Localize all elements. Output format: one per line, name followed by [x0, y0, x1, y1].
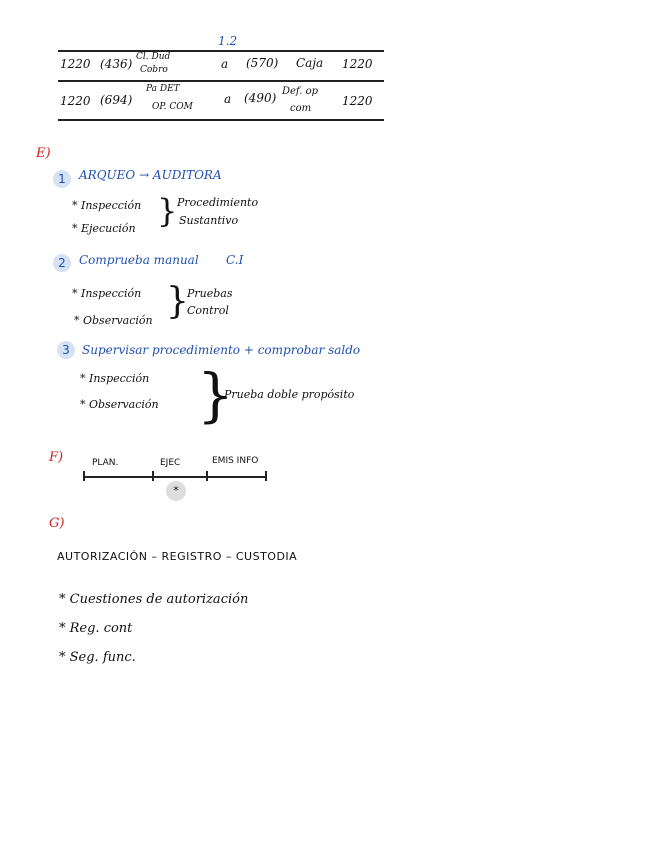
item-3-number-badge: 3 [57, 341, 75, 359]
item-1-brace-text-1: Procedimiento [177, 196, 259, 209]
item-2-bullet-2: * Observación [74, 314, 153, 327]
item-2-number-badge: 2 [53, 254, 71, 272]
credit-name-line1: Def. op [282, 86, 319, 97]
table-middle-rule [58, 80, 384, 82]
item-2-title-suffix: C.I [226, 253, 244, 267]
timeline-label-plan: PLAN. [92, 458, 119, 468]
item-3-bullet-1: * Inspección [80, 372, 150, 385]
table-bottom-rule [58, 119, 384, 121]
credit-name: Caja [296, 56, 324, 70]
item-1-bullet-1: * Inspección [72, 199, 142, 212]
separator-a: a [224, 92, 232, 106]
item-3-brace-text: Prueba doble propósito [224, 388, 355, 401]
item-1-bullet-2: * Ejecución [72, 222, 136, 235]
debit-name-line2: OP. COM [152, 102, 193, 112]
debit-name-line1: Pa DET [146, 84, 180, 94]
debit-name-line2: Cobro [140, 65, 168, 75]
item-2-brace: } [166, 281, 189, 322]
item-1-title: ARQUEO → AUDITORA [79, 168, 222, 182]
section-g-letter: G) [49, 516, 65, 531]
page-number: 1.2 [218, 34, 238, 48]
timeline-line [83, 476, 267, 478]
timeline-tick [83, 471, 85, 481]
timeline-tick [152, 471, 154, 481]
credit-amount: 1220 [342, 57, 373, 71]
debit-amount: 1220 [60, 57, 91, 71]
debit-name-line1: Cl. Dud [136, 52, 171, 62]
debit-account: (694) [100, 93, 133, 107]
section-g-bullet-1: * Cuestiones de autorización [59, 592, 249, 607]
table-top-rule [58, 50, 384, 52]
credit-amount: 1220 [342, 94, 373, 108]
item-1-brace: } [157, 192, 178, 230]
timeline-marker: * [166, 481, 186, 501]
section-g-heading: AUTORIZACIÓN – REGISTRO – CUSTODIA [57, 550, 298, 563]
credit-account: (490) [244, 91, 277, 105]
separator-a: a [221, 57, 229, 71]
item-2-bullet-1: * Inspección [72, 287, 142, 300]
debit-amount: 1220 [60, 94, 91, 108]
item-3-title: Supervisar procedimiento + comprobar saldo [82, 343, 361, 357]
item-1-number-badge: 1 [53, 170, 71, 188]
credit-name-line2: com [290, 103, 312, 114]
timeline-tick [265, 471, 267, 481]
section-f-letter: F) [49, 450, 64, 465]
timeline-label-emis-info: EMIS INFO [212, 456, 259, 466]
item-2-brace-text-1: Pruebas [187, 287, 233, 300]
item-2-title: Comprueba manual [79, 253, 199, 267]
section-g-bullet-3: * Seg. func. [59, 650, 136, 665]
timeline-tick [206, 471, 208, 481]
item-2-brace-text-2: Control [187, 304, 229, 317]
timeline-label-ejec: EJEC [160, 458, 181, 468]
item-1-brace-text-2: Sustantivo [179, 214, 239, 227]
section-g-bullet-2: * Reg. cont [59, 621, 133, 636]
debit-account: (436) [100, 57, 133, 71]
item-3-bullet-2: * Observación [80, 398, 159, 411]
section-e-letter: E) [36, 146, 51, 161]
item-3-brace: } [197, 361, 234, 429]
credit-account: (570) [246, 56, 279, 70]
